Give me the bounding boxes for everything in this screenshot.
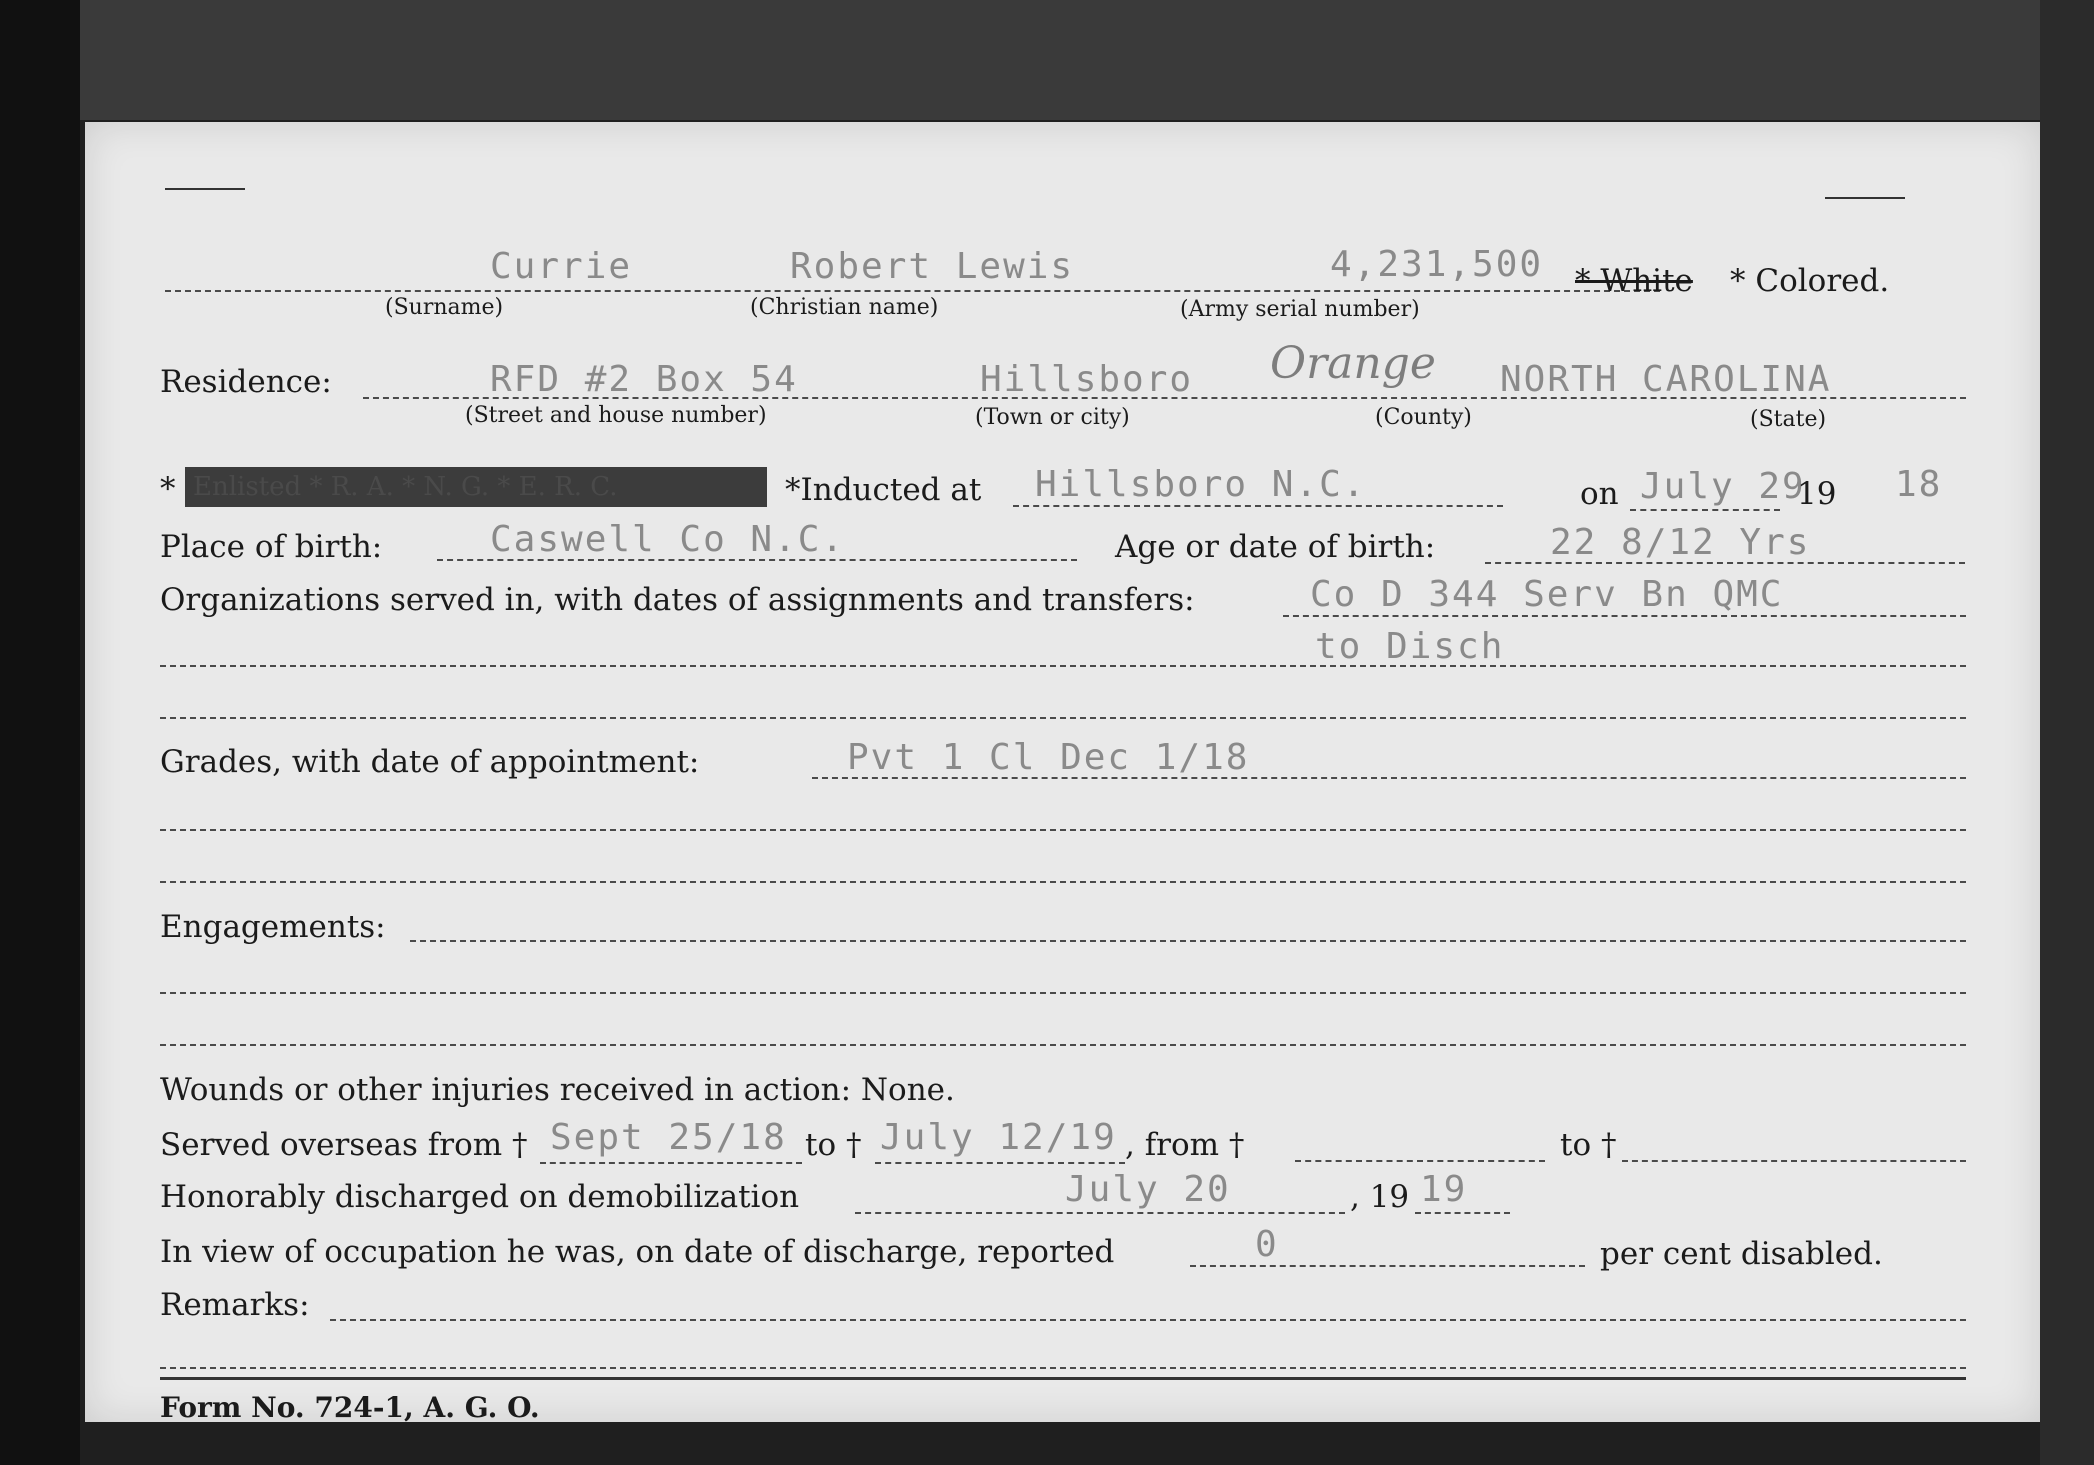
wounds-text: Wounds or other injuries received in action: None. (160, 1072, 955, 1108)
engagements-line-2 (160, 992, 1966, 994)
overseas-from2-line (1295, 1160, 1545, 1162)
inducted-at-label: *Inducted at (785, 472, 982, 508)
organizations-line-1 (1283, 615, 1966, 617)
service-record-card (85, 122, 2040, 1422)
name-line (165, 290, 1660, 292)
discharge-label: Honorably discharged on demobilization (160, 1179, 800, 1215)
organizations-line-3 (160, 717, 1966, 719)
organizations-value-2: to Disch (1315, 626, 1505, 667)
disability-label: In view of occupation he was, on date of discharge, reported (160, 1234, 1115, 1270)
state-caption: (State) (1750, 407, 1827, 432)
disability-value: 0 (1255, 1224, 1279, 1265)
county-value: Orange (1270, 338, 1436, 389)
top-right-mark (1825, 197, 1905, 199)
county-caption: (County) (1375, 405, 1472, 430)
christian-name-caption: (Christian name) (750, 295, 939, 320)
age-label: Age or date of birth: (1115, 529, 1436, 565)
place-of-birth-value: Caswell Co N.C. (490, 519, 846, 560)
town-value: Hillsboro (980, 359, 1194, 400)
street-caption: (Street and house number) (465, 403, 767, 428)
scanner-background-top (0, 0, 2094, 120)
organizations-line-2 (160, 665, 1966, 667)
organizations-value-1: Co D 344 Serv Bn QMC (1310, 574, 1784, 615)
induction-date-line (1630, 509, 1780, 511)
overseas-to2-line (1622, 1160, 1966, 1162)
surname-caption: (Surname) (385, 295, 504, 320)
discharge-date-value: July 20 (1065, 1169, 1231, 1210)
grades-line-3 (160, 881, 1966, 883)
race-white: * White (1575, 263, 1693, 299)
street-value: RFD #2 Box 54 (490, 359, 798, 400)
serial-number-value: 4,231,500 (1330, 244, 1544, 285)
overseas-to-label: to † (805, 1127, 862, 1163)
scanner-background-left (0, 0, 80, 1465)
christian-name-value: Robert Lewis (790, 246, 1075, 287)
discharge-date-line (855, 1212, 1345, 1214)
grades-label: Grades, with date of appointment: (160, 744, 700, 780)
disability-suffix: per cent disabled. (1600, 1236, 1883, 1272)
overseas-from-line (540, 1162, 802, 1164)
serial-number-caption: (Army serial number) (1180, 297, 1420, 322)
remarks-line-2 (160, 1367, 1966, 1369)
induction-date-value: July 29 (1640, 466, 1806, 507)
place-of-birth-label: Place of birth: (160, 529, 383, 565)
top-left-mark (165, 188, 245, 190)
remarks-line-1 (330, 1319, 1966, 1321)
town-caption: (Town or city) (975, 405, 1130, 430)
card-bottom-rule (160, 1377, 1966, 1380)
grades-value: Pvt 1 Cl Dec 1/18 (847, 737, 1250, 778)
grades-line-2 (160, 829, 1966, 831)
on-label: on (1580, 476, 1619, 512)
served-overseas-label: Served overseas from † (160, 1127, 528, 1163)
enlistment-options-redacted: Enlisted * R. A. * N. G. * E. R. C. (193, 474, 618, 500)
induction-year-prefix: 19 (1797, 476, 1837, 512)
surname-value: Currie (490, 246, 633, 287)
engagements-line-3 (160, 1044, 1966, 1046)
race-colored: * Colored. (1730, 263, 1890, 299)
engagements-label: Engagements: (160, 909, 386, 945)
state-value: NORTH CAROLINA (1500, 359, 1832, 400)
remarks-label: Remarks: (160, 1287, 310, 1323)
inducted-at-line (1013, 505, 1503, 507)
organizations-label: Organizations served in, with dates of assignments and transfers: (160, 582, 1195, 618)
induction-year-value: 18 (1895, 464, 1943, 505)
age-value: 22 8/12 Yrs (1550, 522, 1811, 563)
inducted-at-value: Hillsboro N.C. (1035, 464, 1367, 505)
overseas-to2-label: to † (1560, 1127, 1617, 1163)
overseas-to-line (875, 1162, 1125, 1164)
disability-line (1190, 1265, 1585, 1267)
overseas-from2-label: , from † (1125, 1127, 1245, 1163)
discharge-year-line (1415, 1212, 1510, 1214)
scanner-background-right (2040, 0, 2094, 1465)
discharge-year-prefix: , 19 (1350, 1179, 1410, 1215)
form-number: Form No. 724-1, A. G. O. (160, 1391, 540, 1422)
overseas-to-value: July 12/19 (880, 1117, 1117, 1158)
overseas-from-value: Sept 25/18 (550, 1117, 787, 1158)
discharge-year-value: 19 (1420, 1169, 1468, 1210)
induction-asterisk: * (160, 471, 176, 507)
engagements-line-1 (410, 940, 1966, 942)
residence-label: Residence: (160, 364, 332, 400)
